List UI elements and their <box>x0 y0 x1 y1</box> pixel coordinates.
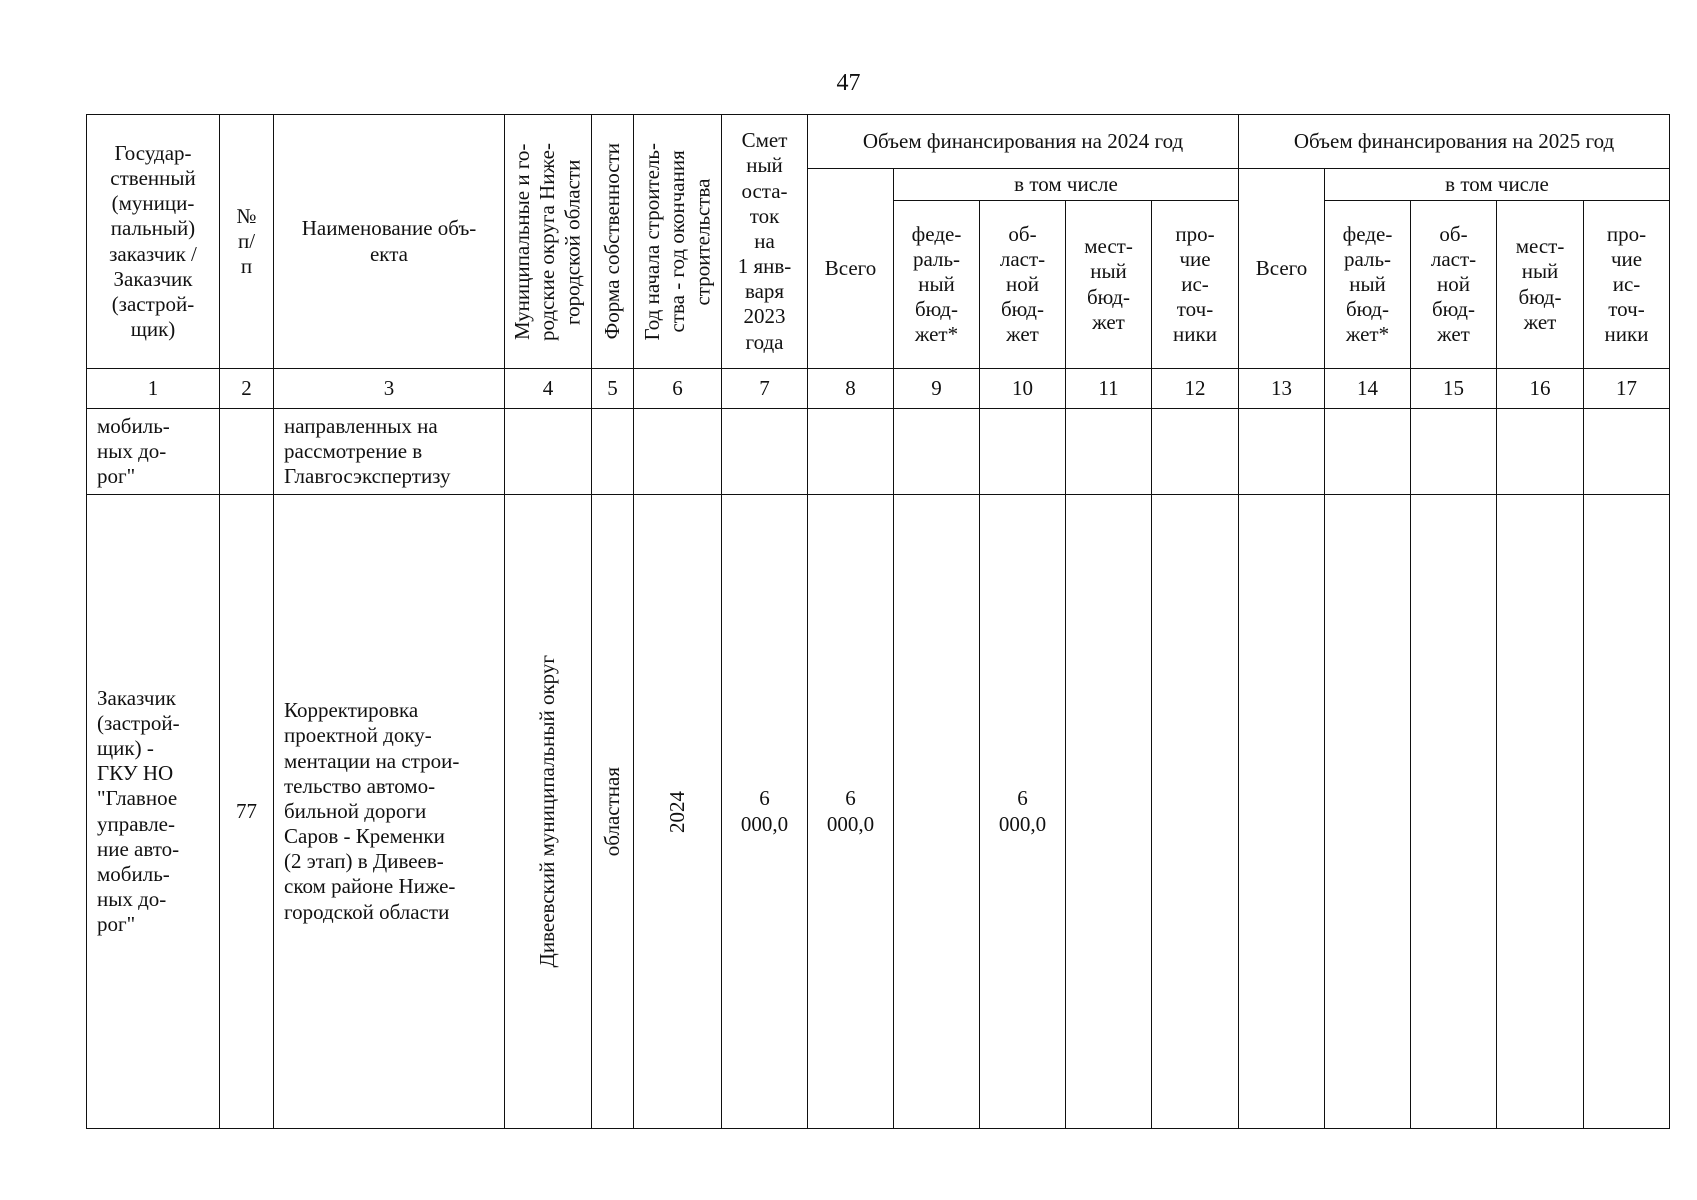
header-object-name: Наименование объ- екта <box>274 115 505 369</box>
column-number: 16 <box>1497 369 1584 409</box>
column-number: 10 <box>980 369 1066 409</box>
column-number: 5 <box>592 369 634 409</box>
column-number: 12 <box>1152 369 1239 409</box>
cell-municipality-text: Дивеевский муниципальный округ <box>535 655 560 968</box>
column-number: 3 <box>274 369 505 409</box>
cell-ownership <box>592 495 634 1129</box>
cell-ownership-text: областная <box>599 766 624 857</box>
cell-ownership <box>592 409 634 495</box>
cell-years <box>634 495 722 1129</box>
cell-total-2025 <box>1239 409 1325 495</box>
header-total-2024: Всего <box>808 169 894 369</box>
header-local-2024: мест- ный бюд- жет <box>1066 201 1152 369</box>
cell-municipality <box>505 495 592 1129</box>
cell-estimate <box>722 409 808 495</box>
column-number: 8 <box>808 369 894 409</box>
header-years-line: ства - год окончания <box>664 150 689 333</box>
table-row <box>87 495 1670 1129</box>
header-regional-2024: об- ласт- ной бюд- жет <box>980 201 1066 369</box>
cell-federal-2024 <box>894 409 980 495</box>
cell-number <box>220 409 274 495</box>
column-number: 17 <box>1584 369 1670 409</box>
header-other-2024: про- чие ис- точ- ники <box>1152 201 1239 369</box>
column-number: 1 <box>87 369 220 409</box>
cell-federal-2025 <box>1325 409 1411 495</box>
cell-other-2025 <box>1584 409 1670 495</box>
header-including-2024: в том числе <box>894 169 1239 201</box>
cell-customer: мобиль- ных до- рог" <box>87 409 220 495</box>
header-municipality-line: Муниципальные и го- <box>510 143 535 340</box>
cell-local-2025 <box>1497 409 1584 495</box>
cell-other-2024 <box>1152 409 1239 495</box>
cell-years <box>634 409 722 495</box>
cell-regional-2024 <box>980 409 1066 495</box>
cell-regional-2025 <box>1411 409 1497 495</box>
header-regional-2025: об- ласт- ной бюд- жет <box>1411 201 1497 369</box>
header-local-2025: мест- ный бюд- жет <box>1497 201 1584 369</box>
cell-total-2024 <box>808 409 894 495</box>
header-financing-2024: Объем финансирования на 2024 год <box>808 115 1239 169</box>
column-number: 11 <box>1066 369 1152 409</box>
column-numbers-row <box>87 369 1670 409</box>
header-number: № п/ п <box>220 115 274 369</box>
header-years-line: Год начала строитель- <box>639 142 664 341</box>
header-federal-2024: феде- раль- ный бюд- жет* <box>894 201 980 369</box>
cell-estimate: 6 000,0 <box>722 495 808 1129</box>
header-municipality <box>505 115 592 369</box>
column-number: 14 <box>1325 369 1411 409</box>
header-years-line: строительства <box>690 177 715 305</box>
cell-federal-2024 <box>894 495 980 1129</box>
cell-customer: Заказчик (застрой- щик) - ГКУ НО "Главное управле- ние авто- мобиль- ных до- рог" <box>87 495 220 1129</box>
header-total-2025: Всего <box>1239 169 1325 369</box>
header-ownership <box>592 115 634 369</box>
cell-local-2025 <box>1497 495 1584 1129</box>
cell-local-2024 <box>1066 409 1152 495</box>
header-federal-2025: феде- раль- ный бюд- жет* <box>1325 201 1411 369</box>
header-customer: Государ- ственный (муници- пальный) заказчик / Заказчик (застрой- щик) <box>87 115 220 369</box>
cell-object-name: Корректировка проектной доку- ментации на строи- тельство автомо- бильной дороги Саров - Кременки (2 этап) в Дивеев- ском районе Ниже- городской области <box>274 495 505 1129</box>
cell-regional-2024: 6 000,0 <box>980 495 1066 1129</box>
cell-municipality <box>505 409 592 495</box>
cell-regional-2025 <box>1411 495 1497 1129</box>
header-municipality-line: родские округа Ниже- <box>535 142 560 341</box>
column-number: 13 <box>1239 369 1325 409</box>
cell-number: 77 <box>220 495 274 1129</box>
cell-other-2025 <box>1584 495 1670 1129</box>
header-municipality-line: городской области <box>560 158 585 325</box>
header-other-2025: про- чие ис- точ- ники <box>1584 201 1670 369</box>
financing-table <box>86 114 1670 1129</box>
cell-object-name: направленных на рассмотрение в Главгосэкспертизу <box>274 409 505 495</box>
column-number: 4 <box>505 369 592 409</box>
cell-total-2025 <box>1239 495 1325 1129</box>
header-financing-2025: Объем финансирования на 2025 год <box>1239 115 1670 169</box>
column-number: 9 <box>894 369 980 409</box>
table-row <box>87 409 1670 495</box>
column-number: 2 <box>220 369 274 409</box>
header-ownership-text: Форма собственности <box>599 143 624 340</box>
header-estimate: Смет ный оста- ток на 1 янв- варя 2023 года <box>722 115 808 369</box>
cell-federal-2025 <box>1325 495 1411 1129</box>
cell-total-2024: 6 000,0 <box>808 495 894 1129</box>
header-including-2025: в том числе <box>1325 169 1670 201</box>
column-number: 15 <box>1411 369 1497 409</box>
page-number: 47 <box>836 70 861 96</box>
cell-local-2024 <box>1066 495 1152 1129</box>
cell-other-2024 <box>1152 495 1239 1129</box>
column-number: 7 <box>722 369 808 409</box>
header-years <box>634 115 722 369</box>
cell-years-text: 2024 <box>664 790 689 833</box>
column-number: 6 <box>634 369 722 409</box>
